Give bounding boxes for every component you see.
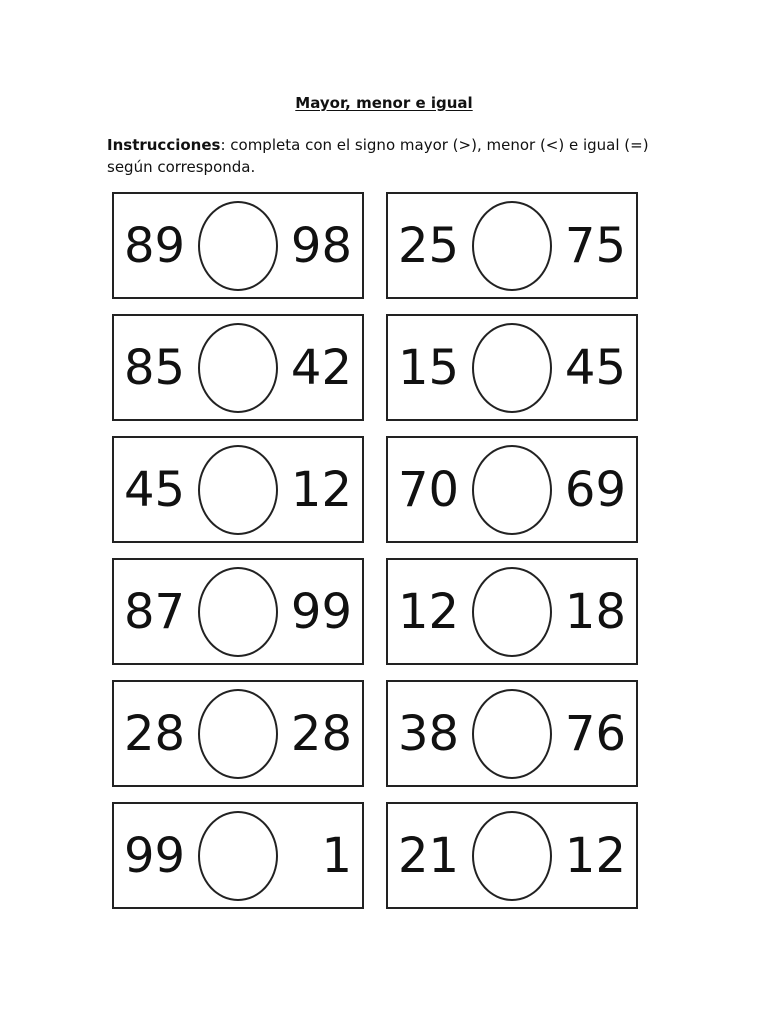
left-number: 25 — [398, 217, 460, 274]
comparison-card — [112, 680, 364, 787]
comparison-card — [386, 314, 638, 421]
left-number: 87 — [124, 583, 186, 640]
answer-circle[interactable] — [198, 689, 278, 779]
instructions-lead: Instrucciones — [107, 136, 221, 154]
comparison-card — [386, 680, 638, 787]
answer-circle[interactable] — [472, 811, 552, 901]
right-number: 28 — [290, 705, 352, 762]
comparison-card — [112, 192, 364, 299]
answer-circle[interactable] — [198, 445, 278, 535]
comparison-card — [386, 802, 638, 909]
right-number: 12 — [564, 827, 626, 884]
left-number: 70 — [398, 461, 460, 518]
page-title: Mayor, menor e igual — [295, 94, 473, 112]
answer-circle[interactable] — [198, 567, 278, 657]
right-number: 42 — [290, 339, 352, 396]
left-number: 45 — [124, 461, 186, 518]
comparison-card — [386, 192, 638, 299]
right-number: 12 — [290, 461, 352, 518]
left-number: 38 — [398, 705, 460, 762]
left-number: 89 — [124, 217, 186, 274]
right-number: 76 — [564, 705, 626, 762]
comparison-card — [112, 314, 364, 421]
comparison-card — [112, 802, 364, 909]
right-number: 69 — [564, 461, 626, 518]
right-number: 18 — [564, 583, 626, 640]
left-number: 15 — [398, 339, 460, 396]
answer-circle[interactable] — [472, 323, 552, 413]
left-number: 12 — [398, 583, 460, 640]
right-number: 75 — [564, 217, 626, 274]
right-number: 98 — [290, 217, 352, 274]
left-number: 28 — [124, 705, 186, 762]
right-number: 1 — [321, 827, 352, 884]
right-number: 99 — [290, 583, 352, 640]
answer-circle[interactable] — [198, 811, 278, 901]
instructions — [107, 134, 667, 178]
comparison-grid — [112, 192, 638, 909]
comparison-card — [386, 558, 638, 665]
instructions-text: : completa con el signo mayor (>), menor (<) e igual (=) según corresponda. — [107, 136, 649, 176]
answer-circle[interactable] — [472, 201, 552, 291]
answer-circle[interactable] — [472, 445, 552, 535]
left-number: 99 — [124, 827, 186, 884]
right-number: 45 — [564, 339, 626, 396]
answer-circle[interactable] — [472, 567, 552, 657]
answer-circle[interactable] — [198, 201, 278, 291]
left-number: 85 — [124, 339, 186, 396]
comparison-card — [112, 436, 364, 543]
answer-circle[interactable] — [198, 323, 278, 413]
comparison-card — [386, 436, 638, 543]
left-number: 21 — [398, 827, 460, 884]
comparison-card — [112, 558, 364, 665]
answer-circle[interactable] — [472, 689, 552, 779]
